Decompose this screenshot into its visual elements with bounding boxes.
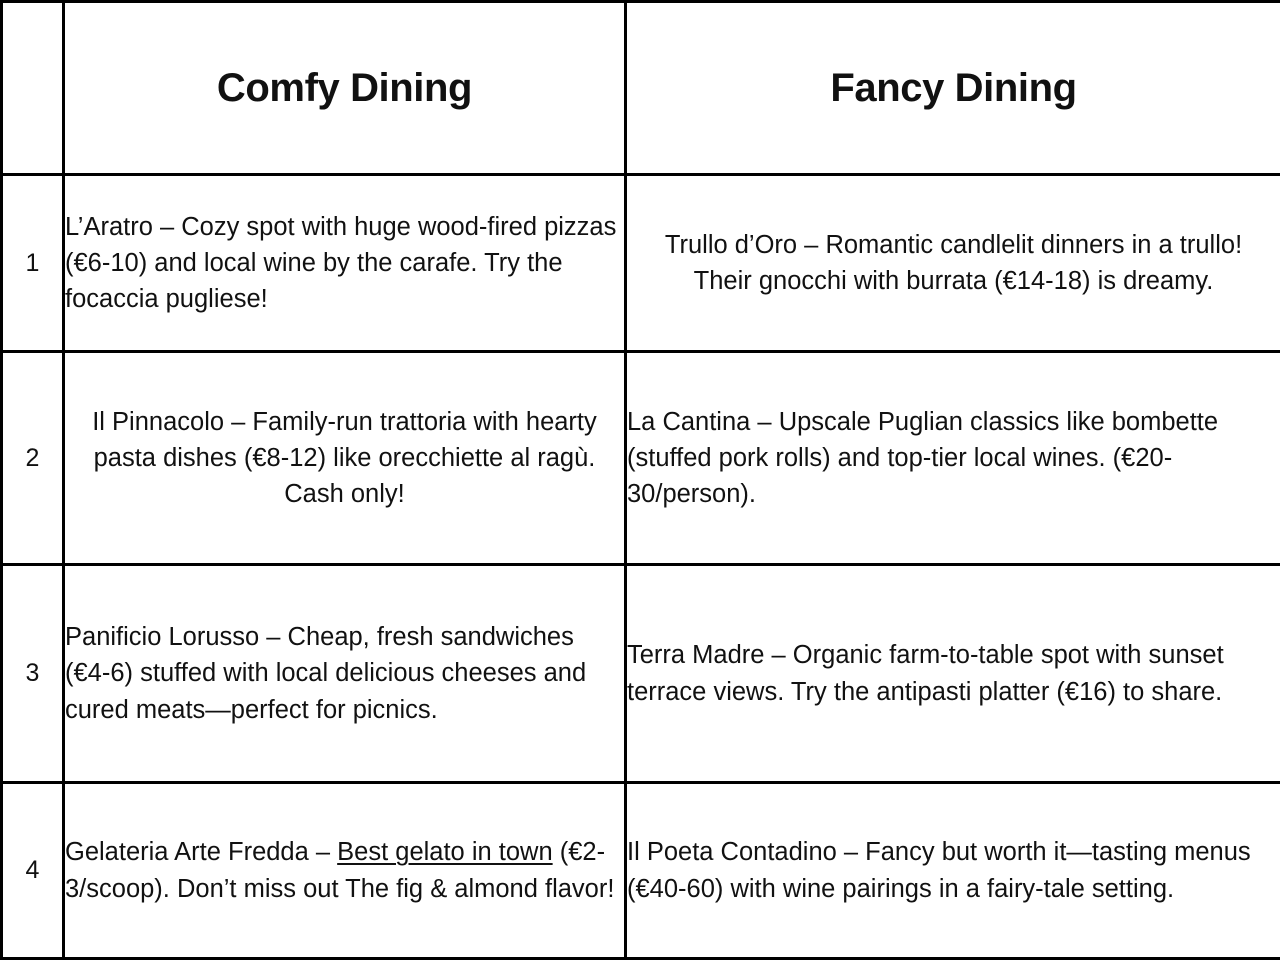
- cell-comfy-row-4: Gelateria Arte Fredda – Best gelato in town (€2-3/scoop). Don’t miss out The fig & almond flavor!: [64, 783, 626, 959]
- table-row: [2, 565, 1280, 783]
- table-body: [2, 175, 1280, 959]
- cell-comfy-row-1: L’Aratro – Cozy spot with huge wood-fired pizzas (€6-10) and local wine by the carafe. Try the focaccia pugliese!: [64, 175, 626, 352]
- header-corner-cell: [2, 2, 64, 175]
- column-header-comfy-dining: Comfy Dining: [64, 2, 626, 175]
- cell-comfy-row-2: Il Pinnacolo – Family-run trattoria with hearty pasta dishes (€8-12) like orecchiette al ragù. Cash only!: [64, 352, 626, 565]
- table-row: [2, 783, 1280, 959]
- cell-fancy-row-3: Terra Madre – Organic farm-to-table spot with sunset terrace views. Try the antipasti platter (€16) to share.: [626, 565, 1280, 783]
- table-row: [2, 352, 1280, 565]
- row-number: 3: [2, 565, 64, 783]
- row-number: 4: [2, 783, 64, 959]
- table-row: [2, 175, 1280, 352]
- cell-fancy-row-2: La Cantina – Upscale Puglian classics like bombette (stuffed pork rolls) and top-tier local wines. (€20-30/person).: [626, 352, 1280, 565]
- row-number: 1: [2, 175, 64, 352]
- cell-fancy-row-4: Il Poeta Contadino – Fancy but worth it—tasting menus (€40-60) with wine pairings in a fairy-tale setting.: [626, 783, 1280, 959]
- cell-comfy-row-3: Panificio Lorusso – Cheap, fresh sandwiches (€4-6) stuffed with local delicious cheeses and cured meats—perfect for picnics.: [64, 565, 626, 783]
- row-number: 2: [2, 352, 64, 565]
- column-header-fancy-dining: Fancy Dining: [626, 2, 1280, 175]
- table-header-row: [2, 2, 1280, 175]
- cell-fancy-row-1: Trullo d’Oro – Romantic candlelit dinners in a trullo! Their gnocchi with burrata (€14-18) is dreamy.: [626, 175, 1280, 352]
